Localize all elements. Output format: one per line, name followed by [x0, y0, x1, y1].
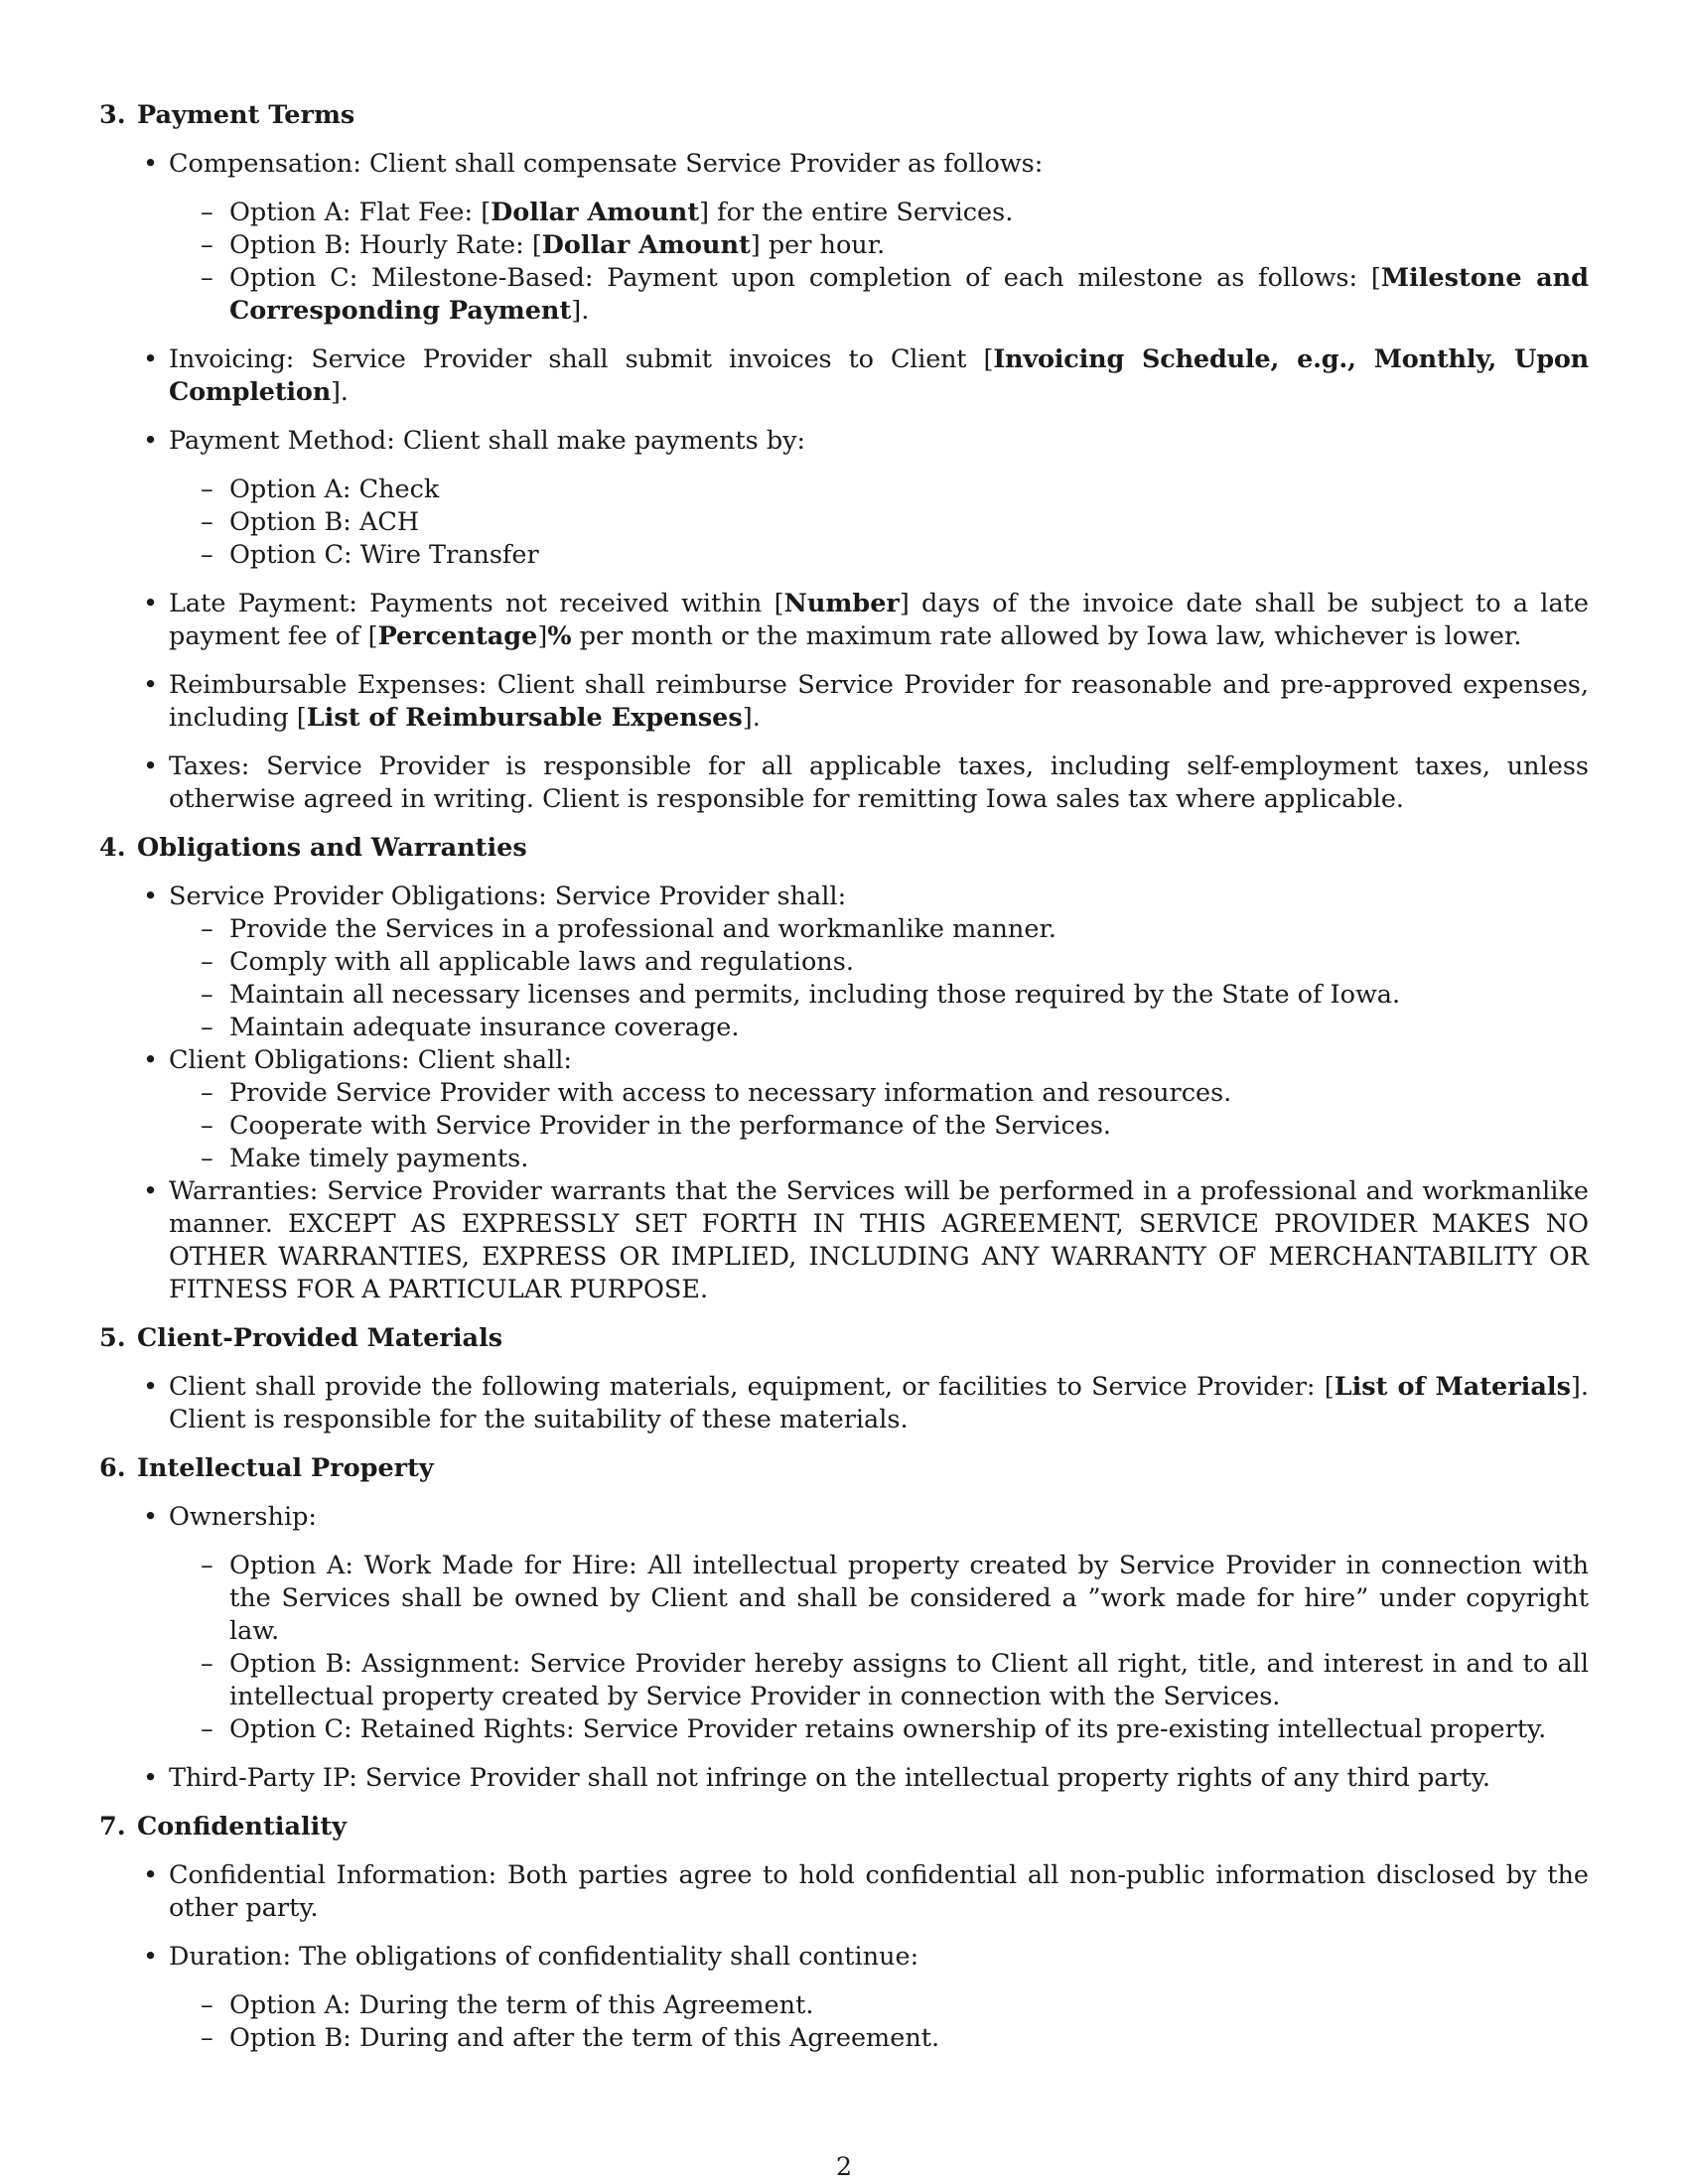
- list-item-confidential-information: • Confidential Information: Both parties agree to hold confidential all non-public information disclosed by the other party.: [169, 1859, 1589, 1925]
- section-number: 3.: [99, 100, 126, 130]
- placeholder-field: List of Reimbursable Expenses: [306, 703, 743, 733]
- section-number: 5.: [99, 1323, 126, 1353]
- section-title: Payment Terms: [137, 100, 355, 130]
- section-title: Obligations and Warranties: [137, 833, 527, 863]
- client-obligation-items: [169, 1077, 1589, 1175]
- payment-method-text: • Payment Method: Client shall make payments by:: [169, 426, 806, 456]
- section-heading-intellectual-property: [99, 1452, 1589, 1485]
- placeholder-field: Dollar Amount: [541, 230, 751, 260]
- list-item-reimbursable-expenses: • Reimbursable Expenses: Client shall reimburse Service Provider for reasonable and pre-approved expenses, including [List of Reimbursable Expenses].: [169, 669, 1589, 735]
- list-item: – Comply with all applicable laws and regulations.: [229, 946, 1589, 979]
- list-item: – Provide the Services in a professional and workmanlike manner.: [229, 913, 1589, 946]
- obligations-list: [99, 881, 1589, 1306]
- list-item-ownership: • Ownership: – Option A: Work Made for Hire: All intellectual property created by Service Provider in connection with the Services shall be owned by Client and shall be considered a ”work made for hire” under copyright law. – Option B: Assignment: Service Provider hereby assigns to Client all right, title, and interest in and to all intellectual property created by Service Provider in connection with the Services. – Option C: Retained Rights: Service Provider retains ownership of its pre-existing intellectual property.: [169, 1501, 1589, 1746]
- payment-terms-list: [99, 148, 1589, 816]
- list-item: – Option B: ACH: [229, 506, 1589, 539]
- placeholder-field: Milestone and Corresponding Payment: [229, 263, 1589, 326]
- list-item-invoicing: • Invoicing: Service Provider shall submit invoices to Client [Invoicing Schedule, e.g., Monthly, Upon Completion].: [169, 343, 1589, 409]
- list-item: – Option A: Check: [229, 474, 1589, 506]
- section-heading-obligations: [99, 832, 1589, 865]
- client-materials-list: [99, 1371, 1589, 1436]
- intellectual-property-list: [99, 1501, 1589, 1795]
- section-heading-confidentiality: [99, 1811, 1589, 1843]
- list-item-service-provider-obligations: • Service Provider Obligations: Service Provider shall: – Provide the Services in a professional and workmanlike manner. – Comply with all applicable laws and regulations. – Maintain all necessary licenses and permits, including those required by the State of Iowa. – Maintain adequate insurance coverage.: [169, 881, 1589, 1044]
- section-title: Confidentiality: [137, 1812, 347, 1842]
- page-number: 2: [835, 2152, 853, 2182]
- list-item-compensation: [169, 148, 1589, 328]
- list-item: – Maintain all necessary licenses and permits, including those required by the State of Iowa.: [229, 979, 1589, 1012]
- compensation-text: • Compensation: Client shall compensate Service Provider as follows:: [169, 149, 1044, 179]
- list-item: – Option C: Retained Rights: Service Provider retains ownership of its pre-existing intellectual property.: [229, 1713, 1589, 1746]
- section-title: Client-Provided Materials: [137, 1323, 503, 1353]
- section-heading-payment-terms: [99, 99, 1589, 132]
- list-item-taxes: [169, 751, 1589, 816]
- warranties-text: • Warranties: Service Provider warrants that the Services will be performed in a professional and workmanlike manner. EXCEPT AS EXPRESSLY SET FORTH IN THIS AGREEMENT, SERVICE PROVIDER MAKES NO OTHER WARRANTIES, EXPRESS OR IMPLIED, INCLUDING ANY WARRANTY OF MERCHANTABILITY OR FITNESS FOR A PARTICULAR PURPOSE.: [169, 1176, 1589, 1304]
- section-heading-client-materials: [99, 1322, 1589, 1355]
- placeholder-field: Number: [783, 589, 900, 618]
- list-item: – Option C: Milestone-Based: Payment upon completion of each milestone as follows: [Milestone and Corresponding Payment].: [229, 262, 1589, 328]
- list-item: – Option A: Flat Fee: [Dollar Amount] for the entire Services.: [229, 197, 1589, 229]
- list-item: – Option A: During the term of this Agreement.: [229, 1989, 1589, 2022]
- list-item: – Maintain adequate insurance coverage.: [229, 1012, 1589, 1044]
- section-title: Intellectual Property: [137, 1453, 434, 1483]
- compensation-options: [169, 197, 1589, 328]
- list-item: – Cooperate with Service Provider in the performance of the Services.: [229, 1110, 1589, 1143]
- section-number: 7.: [99, 1812, 126, 1842]
- ownership-options: [169, 1550, 1589, 1746]
- list-item-late-payment: • Late Payment: Payments not received within [Number] days of the invoice date shall be subject to a late payment fee of [Percentage]% per month or the maximum rate allowed by Iowa law, whichever is lower.: [169, 588, 1589, 653]
- section-number: 6.: [99, 1453, 126, 1483]
- list-item: – Option B: Assignment: Service Provider hereby assigns to Client all right, title, and interest in and to all intellectual property created by Service Provider in connection with the Services.: [229, 1648, 1589, 1713]
- document-page: [99, 99, 1589, 2071]
- list-item-third-party-ip: • Third-Party IP: Service Provider shall not infringe on the intellectual property rights of any third party.: [169, 1762, 1589, 1795]
- duration-options: [169, 1989, 1589, 2055]
- list-item: – Option B: During and after the term of this Agreement.: [229, 2022, 1589, 2055]
- payment-method-options: [169, 474, 1589, 572]
- list-item-duration: • Duration: The obligations of confidentiality shall continue: – Option A: During the term of this Agreement. – Option B: During and after the term of this Agreement.: [169, 1941, 1589, 2055]
- list-item-payment-method: [169, 425, 1589, 572]
- list-item-materials: • Client shall provide the following materials, equipment, or facilities to Service Provider: [List of Materials]. Client is responsible for the suitability of these materials.: [169, 1371, 1589, 1436]
- list-item: – Option C: Wire Transfer: [229, 539, 1589, 572]
- service-provider-obligation-items: [169, 913, 1589, 1044]
- placeholder-field: Invoicing Schedule, e.g., Monthly, Upon Completion: [169, 344, 1589, 407]
- placeholder-field: List of Materials: [1334, 1372, 1571, 1402]
- list-item: – Provide Service Provider with access to necessary information and resources.: [229, 1077, 1589, 1110]
- list-item-client-obligations: • Client Obligations: Client shall: – Provide Service Provider with access to necessary information and resources. – Cooperate with Service Provider in the performance of the Services. – Make timely payments.: [169, 1044, 1589, 1175]
- list-item: – Make timely payments.: [229, 1143, 1589, 1175]
- placeholder-field: Dollar Amount: [491, 198, 700, 227]
- list-item: – Option B: Hourly Rate: [Dollar Amount] per hour.: [229, 229, 1589, 262]
- taxes-text: • Taxes: Service Provider is responsible for all applicable taxes, including self-employment taxes, unless otherwise agreed in writing. Client is responsible for remitting Iowa sales tax where applicable.: [169, 751, 1589, 814]
- list-item: – Option A: Work Made for Hire: All intellectual property created by Service Provider in connection with the Services shall be owned by Client and shall be considered a ”work made for hire” under copyright law.: [229, 1550, 1589, 1648]
- confidentiality-list: [99, 1859, 1589, 2055]
- section-number: 4.: [99, 833, 126, 863]
- list-item-warranties: [169, 1175, 1589, 1306]
- placeholder-field: Percentage: [377, 621, 538, 651]
